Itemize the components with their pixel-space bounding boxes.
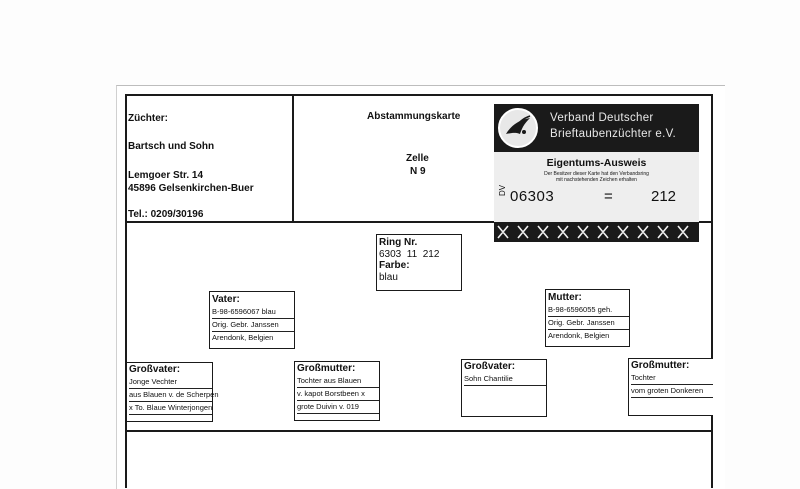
- grandmother-maternal-label: Großmutter:: [631, 360, 690, 371]
- mother-box: [545, 289, 630, 347]
- grandfather-maternal-label: Großvater:: [464, 361, 516, 372]
- badge-year: 212: [651, 188, 677, 205]
- badge-prefix: DV: [498, 184, 507, 196]
- badge-separator: =: [604, 188, 613, 205]
- breeder-phone: Tel.: 0209/30196: [128, 209, 204, 220]
- grandfather-paternal-label: Großvater:: [129, 364, 181, 375]
- grandfather-paternal-line1: Jonge Vechter: [129, 376, 212, 389]
- grandmother-maternal-line1: Tochter: [631, 372, 713, 385]
- grandmother-paternal-line1: Tochter aus Blauen: [297, 375, 379, 388]
- breeder-label: Züchter:: [128, 113, 168, 124]
- grandmother-maternal-box: [628, 358, 713, 416]
- father-box: [209, 291, 295, 349]
- breeder-name: Bartsch und Sohn: [128, 141, 215, 152]
- ring-box: [376, 234, 462, 291]
- grandmother-paternal-line2: v. kapot Borstbeen x: [297, 388, 379, 401]
- mother-line2: Orig. Gebr. Janssen: [548, 317, 629, 330]
- cell-label: Zelle: [406, 153, 429, 164]
- badge-org-line2: Brieftaubenzüchter e.V.: [550, 128, 677, 140]
- grandfather-maternal-box: [461, 359, 547, 417]
- card-title: Abstammungskarte: [367, 111, 461, 122]
- badge-title: Eigentums-Ausweis: [546, 157, 647, 169]
- cell-value: N 9: [410, 166, 426, 177]
- grandmother-paternal-box: [294, 361, 380, 421]
- father-label: Vater:: [212, 294, 240, 305]
- badge-number: 06303: [510, 188, 555, 205]
- badge-org-line1: Verband Deutscher: [550, 112, 654, 124]
- mother-line3: Arendonk, Belgien: [548, 331, 610, 340]
- badge-small-line1: Der Besitzer dieser Karte hat den Verbandsring: [544, 171, 649, 177]
- grandfather-paternal-line3: x To. Blaue Winterjongen: [129, 402, 212, 415]
- breeder-street: Lemgoer Str. 14: [128, 170, 204, 181]
- grandmother-paternal-line3: grote Duivin v. 019: [297, 401, 379, 414]
- mother-label: Mutter:: [548, 292, 582, 303]
- grandfather-maternal-line1: Sohn Chantilie: [464, 373, 546, 386]
- grandfather-paternal-line2: aus Blauen v. de Scherpen: [129, 389, 212, 402]
- ring-value: 6303 11 212: [379, 249, 440, 260]
- footer-divider: [127, 430, 711, 432]
- grandmother-paternal-label: Großmutter:: [297, 363, 356, 374]
- ring-label: Ring Nr.: [379, 237, 418, 248]
- mother-line1: B-98-6596055 geh.: [548, 304, 629, 317]
- father-line3: Arendonk, Belgien: [212, 333, 274, 342]
- badge-org: [550, 110, 676, 142]
- breeder-city: 45896 Gelsenkirchen-Buer: [128, 183, 254, 194]
- color-value: blau: [379, 272, 398, 283]
- badge-pattern-strip: [494, 222, 699, 242]
- grandfather-paternal-box: [127, 362, 219, 422]
- badge-small-line2: mit nachstehenden Zeichen erhalten: [556, 177, 637, 183]
- father-line2: Orig. Gebr. Janssen: [212, 319, 294, 332]
- pigeon-logo-icon: [498, 108, 538, 148]
- header-divider-vertical: [292, 96, 294, 222]
- father-line1: B-98-6596067 blau: [212, 306, 294, 319]
- ownership-badge: [494, 104, 699, 244]
- color-label: Farbe:: [379, 260, 410, 271]
- grandmother-maternal-line2: vom groten Donkeren: [631, 385, 713, 398]
